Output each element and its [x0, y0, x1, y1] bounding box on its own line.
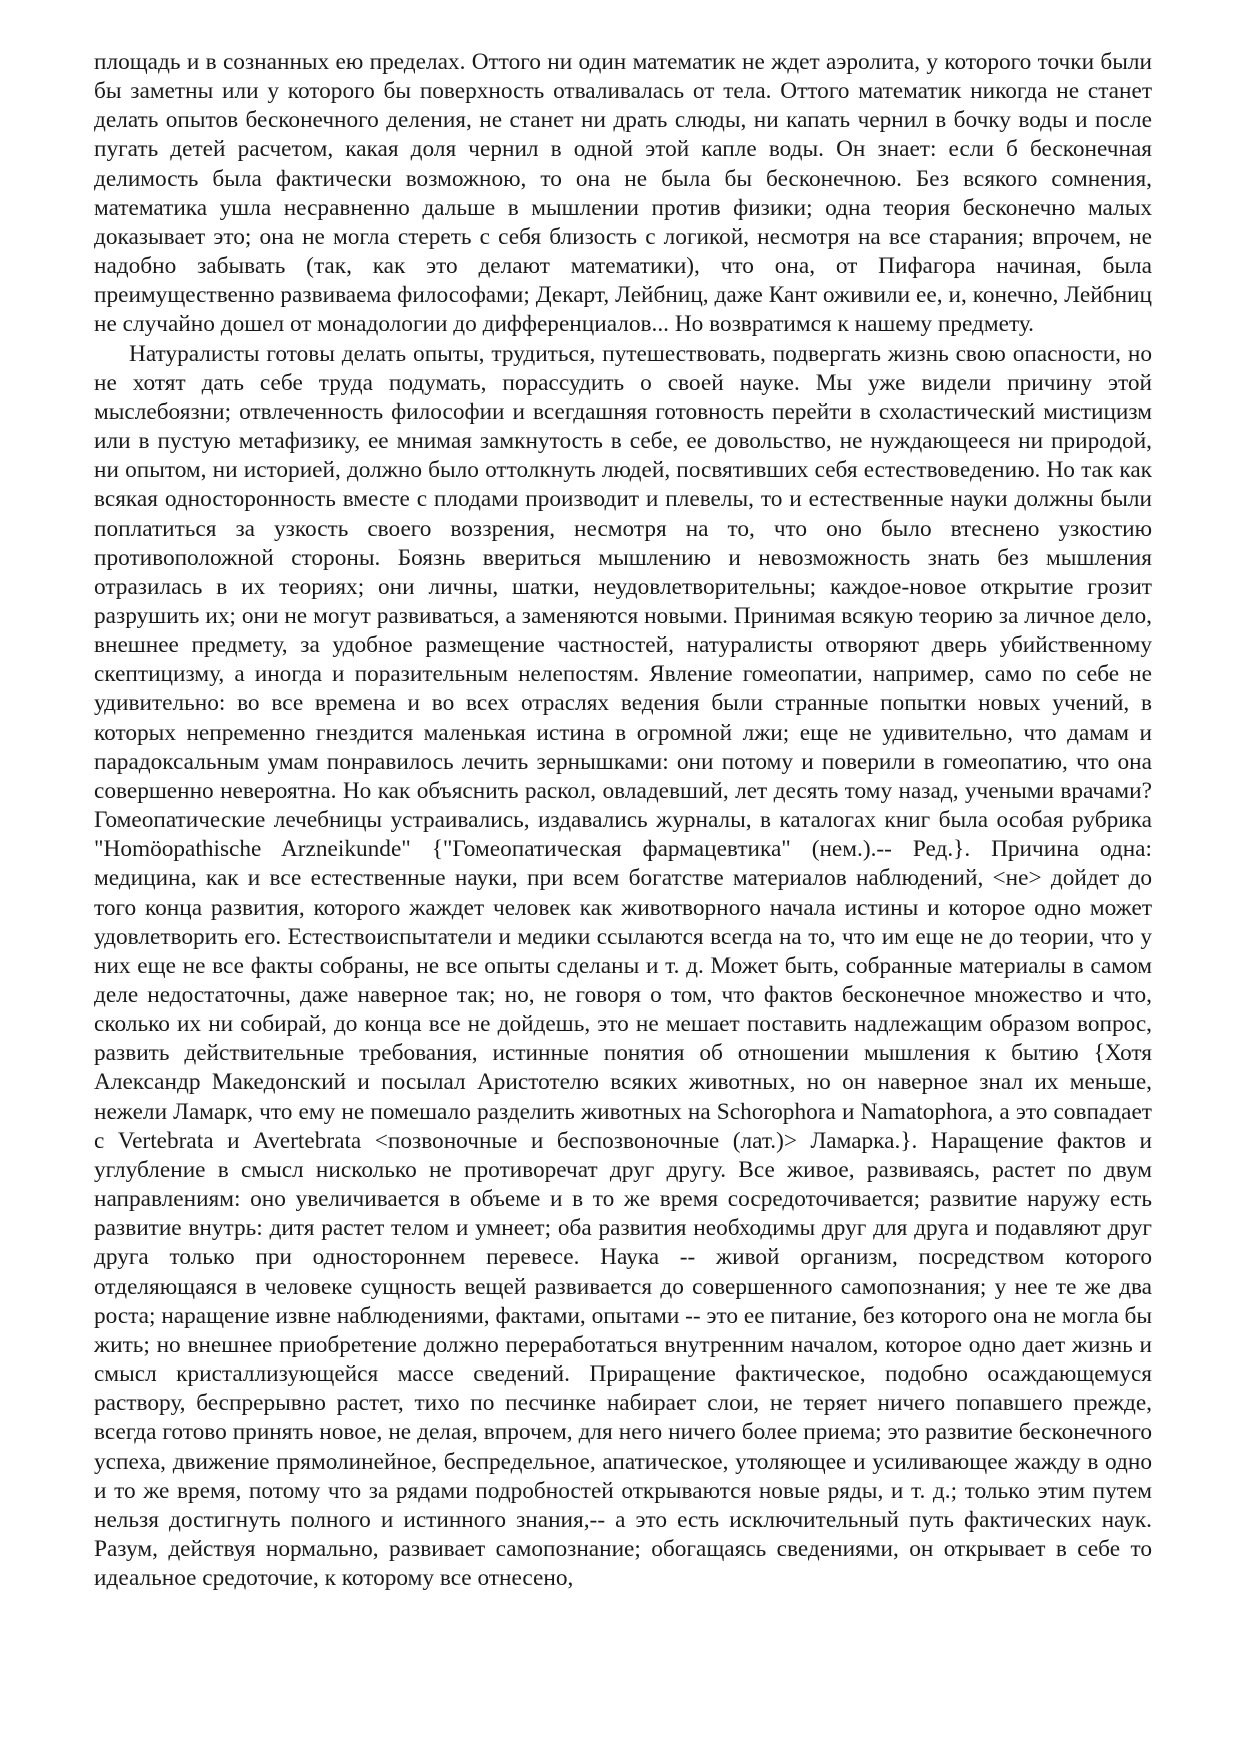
paragraph-naturalists: Натуралисты готовы делать опыты, трудиться, путешествовать, подвергать жизнь свою опасности, но не хотят дать себе труда подумать, порассудить о своей науке. Мы уже видели причину этой мыслебоязни; отвлеченность философии и всегдашняя готовность перейти в схоластический мистицизм или в пустую метафизику, ее мнимая замкнутость в себе, ее довольство, не нуждающееся ни природой, ни опытом, ни историей, должно было оттолкнуть людей, посвятивших себя естествоведению. Но так как всякая односторонность вместе с плодами производит и плевелы, то и естественные науки должны были поплатиться за узкость своего воззрения, несмотря на то, что оно было втеснено узкостию противоположной стороны. Боязнь ввериться мышлению и невозможность знать без мышления отразилась в их теориях; они личны, шатки, неудовлетворительны; каждое-новое открытие грозит разрушить их; они не могут развиваться, а заменяются новыми. Принимая всякую теорию за личное дело, внешнее предмету, за удобное размещение частностей, натуралисты отворяют дверь убийственному скептицизму, а иногда и поразительным нелепостям. Явление гомеопатии, например, само по себе не удивительно: во все времена и во всех отраслях ведения были странные попытки новых учений, в которых непременно гнездится маленькая истина в огромной лжи; еще не удивительно, что дамам и парадоксальным умам понравилось лечить зернышками: они потому и поверили в гомеопатию, что она совершенно невероятна. Но как объяснить раскол, овладевший, лет десять тому назад, учеными врачами? Гомеопатические лечебницы устраивались, издавались журналы, в каталогах книг была особая рубрика "Homöopathische Arzneikunde" {"Гомеопатическая фармацевтика" (нем.).-- Ред.}. Причина одна: медицина, как и все естественные науки, при всем богатстве материалов наблюдений, <не> дойдет до того конца развития, которого жаждет человек как животворного начала истины и которое одно может удовлетворить его. Естествоиспытатели и медики ссылаются всегда на то, что им еще не до теории, что у них еще не все факты собраны, не все опыты сделаны и т. д. Может быть, собранные материалы в самом деле недостаточны, даже наверное так; но, не говоря о том, что фактов бесконечное множество и что, сколько их ни собирай, до конца все не дойдешь, это не мешает поставить надлежащим образом вопрос, развить действительные требования, истинные понятия об отношении мышления к бытию {Хотя Александр Македонский и посылал Аристотелю всяких животных, но он наверное знал их меньше, нежели Ламарк, что ему не помешало разделить животных на Schorophora и Namatophora, а это совпадает с Vertebrata и Avertebrata <позвоночные и беспозвоночные (лат.)> Ламарка.}. Наращение фактов и углубление в смысл нисколько не противоречат друг другу. Все живое, развиваясь, растет по двум направлениям: оно увеличивается в объеме и в то же время сосредоточивается; развитие наружу есть развитие внутрь: дитя растет телом и умнеет; оба развития необходимы друг для друга и подавляют друг друга только при одностороннем перевесе. Наука -- живой организм, посредством которого отделяющаяся в человеке сущность вещей развивается до совершенного самопознания; у нее те же два роста; наращение извне наблюдениями, фактами, опытами -- это ее питание, без которого она не могла бы жить; но внешнее приобретение должно переработаться внутренним началом, которое одно дает жизнь и смысл кристаллизующейся массе сведений. Приращение фактическое, подобно осаждающемуся раствору, беспрерывно растет, тихо по песчинке набирает слои, не теряет ничего попавшего прежде, всегда готово принять новое, не делая, впрочем, для него ничего более приема; это развитие бесконечного успеха, движение прямолинейное, беспредельное, апатическое, утоляющее и усиливающее жажду в одно и то же время, потому что за рядами подробностей открываются новые ряды, и т. д.; только этим путем нельзя достигнуть полного и истинного знания,-- а это есть исключительный путь фактических наук. Разум, действуя нормально, развивает самопознание; обогащаясь сведениями, он открывает в себе то идеальное средоточие, к которому все отнесено, [94, 340, 1152, 1592]
paragraph-mathematics: площадь и в сознанных ею пределах. Оттого ни один математик не ждет аэролита, у которого точки были бы заметны или у которого бы поверхность отваливалась от тела. Оттого математик никогда не станет делать опытов бесконечного деления, не станет ни драть слюды, ни капать чернил в бочку воды и после пугать детей расчетом, какая доля чернил в одной этой капле воды. Он знает: если б бесконечная делимость была фактически возможною, то она не была бы бесконечною. Без всякого сомнения, математика ушла несравненно дальше в мышлении против физики; одна теория бесконечно малых доказывает это; она не могла стереть с себя близость с логикой, несмотря на все старания; впрочем, не надобно забывать (так, как это делают математики), что она, от Пифагора начиная, была преимущественно развиваема философами; Декарт, Лейбниц, даже Кант оживили ее, и, конечно, Лейбниц не случайно дошел от монадологии до дифференциалов... Но возвратимся к нашему предмету. [94, 49, 1152, 338]
document-page [94, 48, 1152, 1593]
